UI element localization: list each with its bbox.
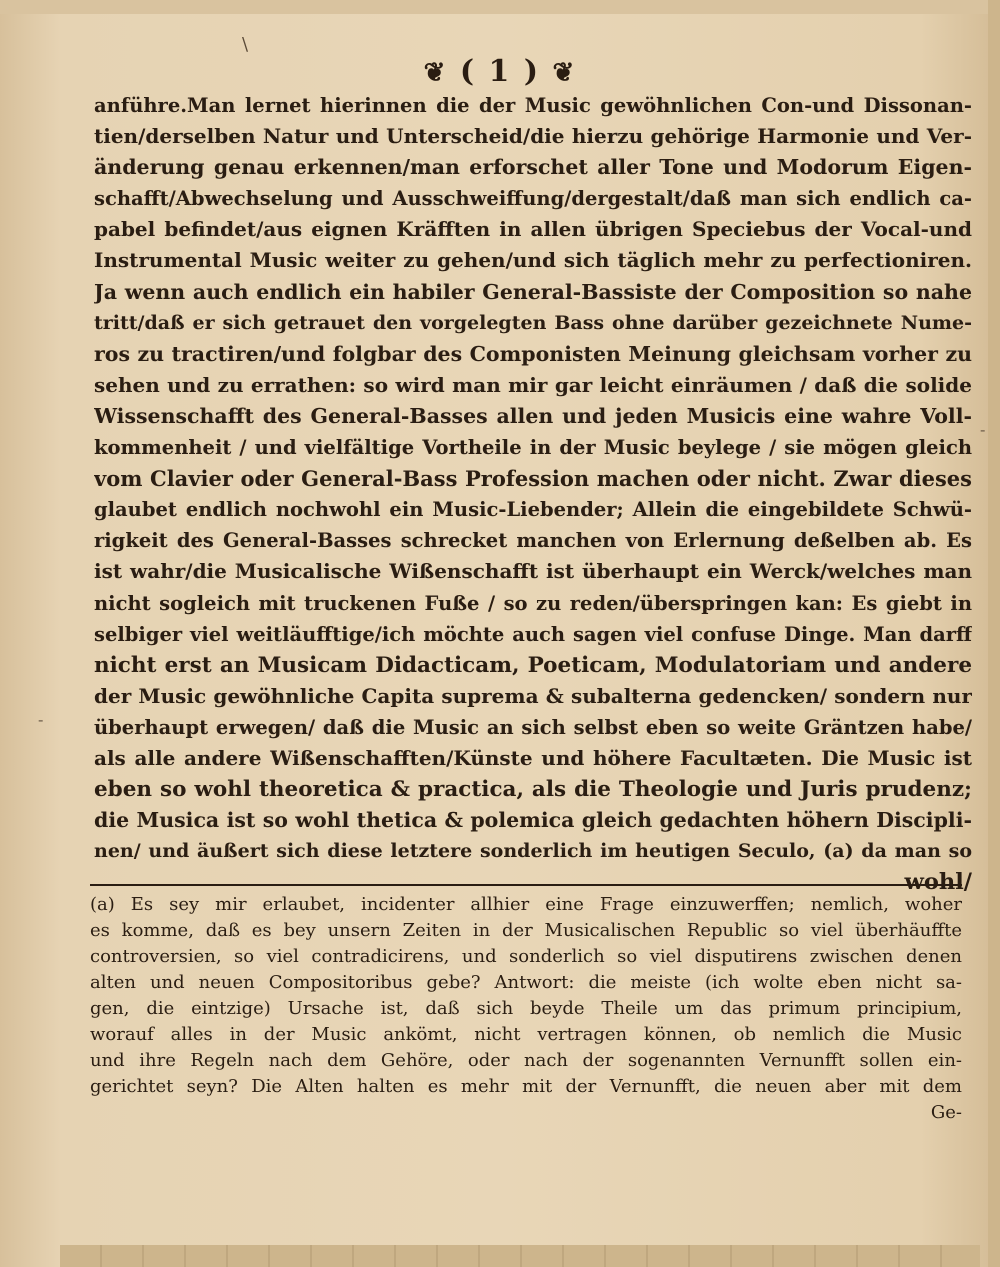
page-right-edge — [988, 0, 1000, 1267]
text-line: änderung genau erkennen/man erforschet aller Tone und Modorum Eigen- — [94, 155, 972, 180]
footnote-line: und ihre Regeln nach dem Gehöre, oder nach der sogenannten Vernunfft sollen ein- — [90, 1050, 962, 1071]
margin-mark: - — [38, 710, 44, 729]
text-line: Ja wenn auch endlich ein habiler General-Bassiste der Composition so nahe — [94, 279, 972, 304]
text-line: nen/ und äußert sich diese letztere sonderlich im heutigen Seculo, (a) da man so — [94, 840, 972, 863]
text-line: sehen und zu errathen: so wird man mir gar leicht einräumen / daß die solide — [94, 372, 972, 397]
page-header — [0, 54, 1000, 89]
footnote-line: gerichtet seyn? Die Alten halten es mehr mit der Vernunfft, die neuen aber mit dem — [90, 1076, 962, 1097]
ornament-left-icon: ❦ — [423, 58, 448, 88]
page-top-edge — [0, 0, 1000, 14]
text-line: der Music gewöhnliche Capita suprema & subalterna gedencken/ sondern nur — [94, 683, 972, 708]
ornament-right-icon: ❦ — [552, 58, 577, 88]
main-text — [94, 90, 972, 898]
text-line: wohl/ — [904, 869, 972, 896]
footnote-line: Ge- — [930, 1102, 962, 1123]
footnote-rule — [90, 884, 962, 886]
page-number: ( 1 ) — [459, 54, 541, 89]
text-line: tien/derselben Natur und Unterscheid/die hierzu gehörige Harmonie und Ver- — [94, 124, 972, 149]
text-line: pabel befindet/aus eignen Kräfften in allen übrigen Speciebus der Vocal-und — [94, 217, 972, 242]
text-line: nicht erst an Musicam Didacticam, Poeticam, Modulatoriam und andere — [94, 652, 972, 678]
text-line: vom Clavier oder General-Bass Profession machen oder nicht. Zwar dieses — [94, 466, 972, 492]
footnote-line: alten und neuen Compositoribus gebe? Antwort: die meiste (ich wolte eben nicht sa- — [90, 972, 962, 993]
margin-tick: \ — [242, 34, 249, 55]
text-line: Wissenschafft des General-Basses allen und jeden Musicis eine wahre Voll- — [94, 403, 972, 428]
text-line: als alle andere Wißenschafften/Künste und höhere Facultæten. Die Music ist — [94, 745, 972, 770]
text-line: eben so wohl theoretica & practica, als die Theologie und Juris prudenz; — [94, 777, 972, 803]
text-line: kommenheit / und vielfältige Vortheile in der Music beylege / sie mögen gleich — [94, 436, 972, 460]
text-line: schafft/Abwechselung und Ausschweiffung/dergestalt/daß man sich endlich ca- — [94, 187, 972, 211]
text-line: anführe.Man lernet hierinnen die der Music gewöhnlichen Con-und Dissonan- — [94, 94, 972, 117]
text-line: überhaupt erwegen/ daß die Music an sich selbst eben so weite Gräntzen habe/ — [94, 715, 972, 739]
footnote-line: worauf alles in der Music ankömt, nicht vertragen können, ob nemlich die Music — [90, 1024, 962, 1045]
footnote-line: es komme, daß es bey unsern Zeiten in der Musicalischen Republic so viel überhäuffte — [90, 920, 962, 941]
text-line: glaubet endlich nochwohl ein Music-Liebender; Allein die eingebildete Schwü- — [94, 498, 972, 522]
text-line: ros zu tractiren/und folgbar des Componisten Meinung gleichsam vorher zu — [94, 341, 972, 366]
footnote-line: (a) Es sey mir erlaubet, incidenter allhier eine Frage einzuwerffen; nemlich, woher — [90, 894, 962, 915]
text-line: Instrumental Music weiter zu gehen/und sich täglich mehr zu perfectioniren. — [94, 248, 972, 273]
text-line: selbiger viel weitläufftige/ich möchte auch sagen viel confuse Dinge. Man darff — [94, 622, 972, 646]
text-line: tritt/daß er sich getrauet den vorgelegten Bass ohne darüber gezeichnete Nume- — [94, 311, 972, 334]
page-bottom-edge — [60, 1245, 980, 1267]
text-line: die Musica ist so wohl thetica & polemica gleich gedachten höhern Discipli- — [94, 808, 972, 833]
text-line: rigkeit des General-Basses schrecket manchen von Erlernung deßelben ab. Es — [94, 529, 972, 553]
margin-mark: - — [980, 420, 986, 439]
footnote-line: gen, die eintzige) Ursache ist, daß sich beyde Theile um das primum principium, — [90, 998, 962, 1019]
text-line: ist wahr/die Musicalische Wißenschafft ist überhaupt ein Werck/welches man — [94, 559, 972, 584]
footnote-line: controversien, so viel contradicirens, und sonderlich so viel disputirens zwischen denen — [90, 946, 962, 967]
footnote — [90, 892, 962, 1126]
text-line: nicht sogleich mit truckenen Fuße / so zu reden/überspringen kan: Es giebt in — [94, 591, 972, 615]
